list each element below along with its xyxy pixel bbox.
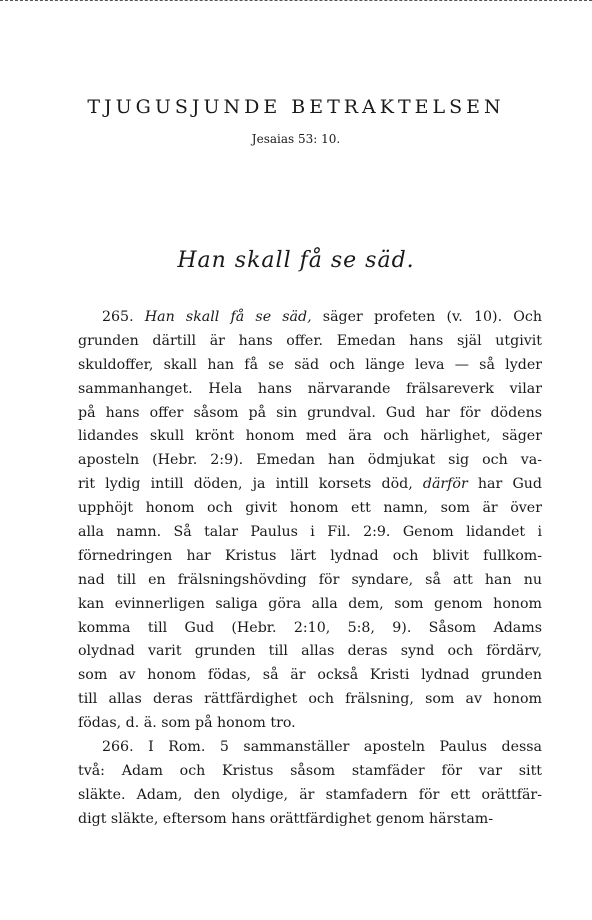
line-text: släkte. Adam, den olydige, är stamfadern för ett orättfär-: [78, 786, 542, 803]
line-text: förnedringen har Kristus lärt lydnad och blivit fullkom-: [78, 547, 542, 564]
line-text: sammanhanget. Hela hans närvarande frälsareverk vilar: [78, 380, 542, 397]
line-text: två: Adam och Kristus såsom stamfäder för var sitt: [78, 762, 542, 779]
text-line: [78, 688, 542, 712]
scripture-reference: Jesaias 53: 10.: [251, 132, 341, 146]
section-heading: Han skall få se säd.: [177, 248, 415, 273]
line-text: på hans offer såsom på sin grundval. Gud har för dödens: [78, 404, 542, 421]
text-line: [78, 664, 542, 688]
text-line: [78, 402, 542, 426]
line-text: 265.: [102, 309, 145, 325]
line-text: födas, d. ä. som på honom tro.: [78, 715, 296, 732]
text-line: [78, 736, 542, 760]
body-text: [78, 306, 542, 832]
italic-text: Han skall få se säd,: [144, 309, 312, 325]
text-line: [78, 425, 542, 449]
text-line: [78, 378, 542, 402]
line-text: kan evinnerligen saliga göra alla dem, som genom honom: [78, 595, 542, 612]
italic-text: därför: [422, 476, 468, 493]
text-line: [78, 617, 542, 641]
line-text: nad till en frälsningshövding för syndare, så att han nu: [78, 571, 542, 588]
chapter-title: TJUGUSJUNDE BETRAKTELSEN: [87, 96, 505, 118]
text-line: [78, 593, 542, 617]
line-text: komma till Gud (Hebr. 2:10, 5:8, 9). Såsom Adams: [78, 619, 542, 636]
line-text: grunden därtill är hans offer. Emedan hans själ utgivit: [78, 332, 542, 349]
text-line: [78, 545, 542, 569]
text-line: [78, 640, 542, 664]
text-line: [78, 569, 542, 593]
line-text: 266. I Rom. 5 sammanställer aposteln Paulus dessa: [102, 739, 542, 756]
text-line: [78, 306, 542, 330]
line-text: säger profeten (v. 10). Och: [311, 309, 542, 325]
line-text: aposteln (Hebr. 2:9). Emedan han ödmjukat sig och va-: [78, 452, 542, 469]
text-line: [78, 784, 542, 808]
text-line: [78, 354, 542, 378]
line-text: till allas deras rättfärdighet och frälsning, som av honom: [78, 691, 542, 708]
line-text: digt släkte, eftersom hans orättfärdighet genom härstam-: [78, 810, 494, 827]
text-line: [78, 712, 542, 736]
text-line: [78, 473, 542, 497]
line-text: olydnad varit grunden till allas deras synd och fördärv,: [78, 643, 542, 660]
line-text: rit lydig intill döden, ja intill korsets död,: [78, 476, 423, 493]
line-text: skuldoffer, skall han få se säd och länge leva — så lyder: [78, 356, 542, 373]
line-text: som av honom födas, så är också Kristi lydnad grunden: [78, 667, 542, 684]
text-line: [78, 808, 542, 832]
text-line: [78, 497, 542, 521]
text-line: [78, 760, 542, 784]
line-text: alla namn. Så talar Paulus i Fil. 2:9. Genom lidandet i: [78, 524, 542, 541]
top-rule: [0, 0, 592, 4]
text-line: [78, 330, 542, 354]
text-line: [78, 449, 542, 473]
line-text: lidandes skull krönt honom med ära och härlighet, säger: [78, 428, 542, 445]
text-line: [78, 521, 542, 545]
line-text: upphöjt honom och givit honom ett namn, som är över: [78, 500, 542, 517]
line-text: har Gud: [467, 476, 542, 493]
